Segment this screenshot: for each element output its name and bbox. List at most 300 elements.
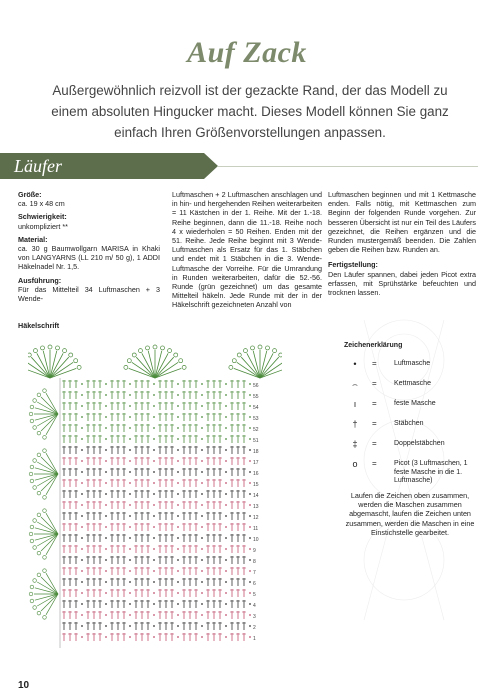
row-number: 51 (253, 438, 259, 444)
chain-mark (81, 405, 83, 407)
section-banner (0, 153, 204, 179)
row-number: 56 (253, 383, 259, 389)
picot-mark (37, 393, 41, 397)
row-number: 54 (253, 405, 259, 411)
chain-mark (177, 438, 179, 440)
chain-mark (81, 471, 83, 473)
chain-mark (249, 603, 251, 605)
chain-mark (153, 504, 155, 506)
chain-mark (177, 449, 179, 451)
chain-mark (153, 526, 155, 528)
chain-mark (81, 625, 83, 627)
instructions-continued: Luftmaschen + 2 Luftmaschen anschlagen und in hin- und hergehenden Reihen weiterarbeiten = 11 Kästchen in der 1. Reihe. Mit der 1.-18. Reihe beginnen, dann die 11.-18. Reihe noch 4 x wiederholen = 50 Reihen. Enden mit der 51. Reihe. Jede Reihe beginnt mit 3 Wende-Luftmaschen als Ersatz für das 1. Stäbchen und endet mit 1 Stäbchen in die 3. Wende-Luftmasche der Vorreihe. Für die Umrandung in Runden weiterarbeiten, dafür die 52.-56. Runde (grün gezeichnet) um das gesamte Mittelteil häkeln. Jede Runde mit der in der Häkelschrift gezeichneten Anzahl von (172, 190, 322, 310)
chain-mark (177, 460, 179, 462)
chain-mark (177, 471, 179, 473)
chain-mark (177, 614, 179, 616)
chain-mark (249, 493, 251, 495)
difficulty-heading: Schwierigkeit: (18, 212, 67, 222)
instructions-heading: Ausführung: (18, 275, 62, 285)
chain-mark (177, 493, 179, 495)
chain-mark (201, 416, 203, 418)
chain-mark (225, 405, 227, 407)
picot-mark (33, 399, 37, 403)
chain-mark (105, 570, 107, 572)
chain-mark (153, 438, 155, 440)
picot-mark (258, 345, 262, 349)
chain-mark (177, 636, 179, 638)
picot-mark (37, 551, 41, 555)
treble-crochet-icon: ‡ (352, 439, 358, 449)
row-number: 11 (253, 526, 259, 532)
chain-mark (153, 383, 155, 385)
chain-mark (153, 482, 155, 484)
picot-mark (77, 365, 81, 369)
chain-mark (105, 416, 107, 418)
chain-mark (201, 559, 203, 561)
chain-mark (225, 460, 227, 462)
chain-mark (81, 603, 83, 605)
chain-mark (249, 405, 251, 407)
chain-mark (225, 504, 227, 506)
chain-mark (129, 548, 131, 550)
chain-mark (177, 592, 179, 594)
row-number: 53 (253, 416, 259, 422)
chain-mark (129, 493, 131, 495)
row-number: 16 (253, 471, 259, 477)
chain-mark (249, 559, 251, 561)
chain-mark (129, 636, 131, 638)
chain-mark (153, 570, 155, 572)
chain-mark (225, 515, 227, 517)
row-number: 12 (253, 515, 259, 521)
chain-mark (177, 383, 179, 385)
size-value: ca. 19 x 48 cm (18, 199, 65, 209)
picot-mark (127, 359, 131, 363)
size-heading: Größe: (18, 190, 42, 199)
chain-mark (201, 570, 203, 572)
legend-item: † = Stäbchen (344, 419, 484, 439)
picot-mark (174, 353, 178, 357)
chain-mark (177, 482, 179, 484)
chain-mark (177, 515, 179, 517)
chain-mark (129, 438, 131, 440)
chain-mark (81, 526, 83, 528)
chain-mark (249, 570, 251, 572)
chain-mark (225, 636, 227, 638)
picot-mark (41, 346, 45, 350)
picot-mark (124, 365, 128, 369)
picot-icon: o (352, 459, 358, 469)
chain-mark (225, 526, 227, 528)
picot-mark (29, 532, 33, 536)
chain-mark (105, 548, 107, 550)
picot-mark (33, 606, 37, 610)
chain-mark (225, 449, 227, 451)
chain-mark (153, 581, 155, 583)
chain-mark (105, 460, 107, 462)
picot-mark (37, 573, 41, 577)
chain-mark (249, 504, 251, 506)
picot-mark (182, 365, 186, 369)
chain-mark (249, 592, 251, 594)
chain-mark (105, 526, 107, 528)
chain-mark (81, 636, 83, 638)
picot-mark (55, 346, 59, 350)
row-number: 18 (253, 449, 259, 455)
legend-item: ı = feste Masche (344, 399, 484, 419)
picot-mark (153, 345, 157, 349)
chain-mark (225, 482, 227, 484)
row-number: 14 (253, 493, 259, 499)
chain-mark (201, 482, 203, 484)
picot-mark (37, 611, 41, 615)
chain-mark (225, 394, 227, 396)
chain-mark (201, 449, 203, 451)
chain-mark (105, 493, 107, 495)
chain-mark (81, 416, 83, 418)
chain-mark (105, 504, 107, 506)
chain-mark (153, 460, 155, 462)
row-number: 10 (253, 537, 259, 543)
instructions-end: Luftmaschen beginnen und mit 1 Kettmasche enden. Falls nötig, mit Kettmaschen zum Beginn der folgenden Runde vorgehen. Zur besseren Übersicht ist nur ein Teil des Läufers gezeichnet, die Reihen ergänzen und die Runden mustergemäß beenden. Die Zahlen geben die Reihen bzw. Runden an. (328, 190, 476, 255)
chain-mark (81, 438, 83, 440)
legend-item: ⌢ = Kettmasche (344, 379, 484, 399)
chain-mark (129, 471, 131, 473)
chain-mark (201, 603, 203, 605)
chain-mark (201, 427, 203, 429)
chain-mark (105, 592, 107, 594)
picot-mark (28, 353, 31, 357)
picot-mark (74, 359, 78, 363)
picot-mark (33, 486, 37, 490)
chain-mark (129, 581, 131, 583)
fan-stitch (28, 368, 50, 378)
legend-item: ‡ = Doppelstäbchen (344, 439, 484, 459)
chain-mark (201, 405, 203, 407)
page-title: Auf Zack (187, 36, 307, 69)
row-number: 55 (253, 394, 259, 400)
chain-mark (153, 416, 155, 418)
chain-mark (249, 416, 251, 418)
picot-mark (168, 349, 172, 353)
picot-mark (33, 459, 37, 463)
chain-mark (249, 526, 251, 528)
picot-mark (30, 465, 34, 469)
chain-mark (225, 559, 227, 561)
row-number: 3 (253, 614, 256, 620)
chain-mark (105, 405, 107, 407)
row-number: 13 (253, 504, 259, 510)
picot-mark (43, 389, 47, 393)
picot-mark (30, 599, 34, 603)
chain-mark (81, 614, 83, 616)
chain-mark (225, 537, 227, 539)
picot-mark (43, 436, 47, 440)
picot-mark (179, 359, 183, 363)
chain-mark (249, 383, 251, 385)
picot-mark (273, 349, 277, 353)
chain-mark (153, 636, 155, 638)
picot-mark (229, 365, 233, 369)
picot-mark (243, 349, 247, 353)
chain-mark (129, 614, 131, 616)
chain-mark (129, 537, 131, 539)
chain-mark (249, 427, 251, 429)
page-number: 10 (18, 680, 30, 691)
chain-mark (129, 405, 131, 407)
chain-mark (225, 548, 227, 550)
picot-mark (43, 616, 47, 620)
chain-mark (129, 570, 131, 572)
row-number: 5 (253, 592, 256, 598)
legend-heading: Zeichenerklärung (344, 342, 403, 349)
row-number: 4 (253, 603, 256, 609)
intro-text: Außergewöhnlich reizvoll ist der gezackte Rand, der das Modell zu einem absoluten Hingucker macht. Dieses Modell können Sie ganz einfach Ihren Größenvorstellungen anpassen. (51, 83, 449, 140)
finishing-text: Den Läufer spannen, dabei jeden Picot extra erfassen, mit Sprühstärke befeuchten und trocknen lassen. (328, 269, 476, 298)
chain-mark (249, 636, 251, 638)
chain-mark (153, 394, 155, 396)
chain-stitch-icon: • (353, 359, 357, 369)
banner-divider (218, 166, 478, 167)
picot-mark (30, 585, 34, 589)
picot-mark (251, 346, 255, 350)
chain-mark (153, 614, 155, 616)
chain-mark (249, 460, 251, 462)
picot-mark (37, 431, 41, 435)
chain-mark (201, 383, 203, 385)
chain-mark (105, 449, 107, 451)
chain-mark (177, 537, 179, 539)
chain-mark (201, 526, 203, 528)
material-heading: Material: (18, 234, 48, 244)
chain-mark (81, 482, 83, 484)
picot-mark (30, 419, 34, 423)
row-number: 52 (253, 427, 259, 433)
chain-mark (105, 427, 107, 429)
picot-mark (33, 519, 37, 523)
chain-mark (225, 625, 227, 627)
chain-mark (105, 581, 107, 583)
chain-mark (201, 581, 203, 583)
chain-mark (249, 515, 251, 517)
chain-mark (129, 559, 131, 561)
chain-mark (201, 471, 203, 473)
chain-mark (249, 438, 251, 440)
chain-mark (105, 614, 107, 616)
chain-mark (249, 471, 251, 473)
picot-mark (160, 346, 164, 350)
chain-mark (225, 581, 227, 583)
difficulty-value: unkompliziert ** (18, 221, 68, 231)
picot-mark (33, 349, 37, 353)
chain-mark (81, 559, 83, 561)
picot-mark (33, 426, 37, 430)
picot-mark (69, 353, 73, 357)
chain-mark (177, 625, 179, 627)
chain-mark (81, 581, 83, 583)
chain-mark (177, 526, 179, 528)
picot-mark (146, 346, 150, 350)
chain-mark (105, 471, 107, 473)
chain-mark (249, 394, 251, 396)
picot-mark (29, 592, 33, 596)
chain-mark (225, 438, 227, 440)
chain-mark (129, 449, 131, 451)
picot-mark (43, 449, 47, 453)
chain-mark (105, 603, 107, 605)
chain-mark (201, 592, 203, 594)
chain-mark (153, 449, 155, 451)
chain-mark (225, 383, 227, 385)
picot-mark (232, 359, 236, 363)
double-crochet-icon: † (352, 419, 358, 429)
picot-mark (33, 546, 37, 550)
chain-mark (201, 493, 203, 495)
chain-mark (81, 515, 83, 517)
slip-stitch-icon: ⌢ (352, 379, 358, 389)
chain-mark (225, 570, 227, 572)
picot-mark (43, 556, 47, 560)
chain-mark (153, 405, 155, 407)
section-title: Läufer (14, 156, 63, 176)
finishing-heading: Fertigstellung: (328, 260, 378, 270)
picot-mark (63, 349, 67, 353)
chain-mark (105, 537, 107, 539)
picot-mark (29, 412, 33, 416)
row-number: 1 (253, 636, 256, 642)
chain-mark (81, 460, 83, 462)
chain-mark (177, 548, 179, 550)
picot-mark (132, 353, 136, 357)
chain-mark (177, 427, 179, 429)
row-number: 17 (253, 460, 259, 466)
chain-mark (249, 625, 251, 627)
chain-mark (81, 394, 83, 396)
picot-mark (29, 472, 33, 476)
chain-mark (153, 493, 155, 495)
chain-mark (249, 482, 251, 484)
picot-mark (37, 513, 41, 517)
chain-mark (129, 504, 131, 506)
picot-mark (265, 346, 269, 350)
text-column-3 (328, 190, 476, 301)
chain-mark (129, 526, 131, 528)
row-number: 15 (253, 482, 259, 488)
chain-mark (225, 592, 227, 594)
chain-mark (81, 570, 83, 572)
chain-mark (225, 603, 227, 605)
picot-mark (43, 509, 47, 513)
chain-mark (105, 636, 107, 638)
chain-mark (249, 548, 251, 550)
chain-mark (225, 416, 227, 418)
chain-mark (105, 383, 107, 385)
text-column-1 (18, 190, 160, 307)
row-number: 7 (253, 570, 256, 576)
chain-mark (177, 559, 179, 561)
chain-mark (225, 493, 227, 495)
legend-item: o = Picot (3 Luftmaschen, 1 feste Masche in die 1. Luftmasche) (344, 459, 484, 493)
picot-mark (48, 345, 52, 349)
chain-mark (201, 438, 203, 440)
chain-mark (201, 625, 203, 627)
picot-mark (237, 353, 241, 357)
chain-mark (177, 504, 179, 506)
chain-mark (129, 515, 131, 517)
chain-mark (177, 405, 179, 407)
chain-mark (81, 592, 83, 594)
fan-stitch (260, 368, 282, 378)
chain-mark (153, 537, 155, 539)
chain-mark (129, 603, 131, 605)
picot-mark (37, 453, 41, 457)
chain-mark (201, 504, 203, 506)
chain-mark (249, 614, 251, 616)
chain-mark (225, 614, 227, 616)
chain-mark (81, 493, 83, 495)
chain-mark (201, 460, 203, 462)
chain-mark (153, 603, 155, 605)
chain-mark (105, 482, 107, 484)
row-number: 9 (253, 548, 256, 554)
chain-mark (153, 427, 155, 429)
chain-mark (153, 559, 155, 561)
picot-mark (138, 349, 142, 353)
chain-mark (105, 625, 107, 627)
row-number: 2 (253, 625, 256, 631)
chain-mark (129, 394, 131, 396)
chain-mark (81, 383, 83, 385)
picot-mark (279, 353, 282, 357)
instructions-start: Für das Mittelteil 34 Luftmaschen + 3 Wende- (18, 284, 160, 304)
chain-mark (177, 570, 179, 572)
chain-mark (129, 427, 131, 429)
chain-mark (201, 636, 203, 638)
chain-mark (129, 625, 131, 627)
picot-mark (43, 496, 47, 500)
chain-mark (201, 614, 203, 616)
chain-mark (129, 482, 131, 484)
picot-mark (43, 569, 47, 573)
chain-mark (129, 592, 131, 594)
row-number: 8 (253, 559, 256, 565)
chain-mark (105, 515, 107, 517)
chain-mark (153, 515, 155, 517)
chain-mark (201, 394, 203, 396)
chain-mark (249, 581, 251, 583)
legend-item: • = Luftmasche (344, 359, 484, 379)
chain-mark (129, 460, 131, 462)
picot-mark (33, 579, 37, 583)
chain-mark (105, 438, 107, 440)
chain-mark (201, 537, 203, 539)
picot-mark (30, 539, 34, 543)
chain-mark (225, 471, 227, 473)
chain-mark (81, 548, 83, 550)
single-crochet-icon: ı (353, 399, 357, 409)
chain-mark (81, 427, 83, 429)
chain-mark (129, 383, 131, 385)
picot-mark (37, 491, 41, 495)
chain-mark (81, 449, 83, 451)
chain-mark (225, 427, 227, 429)
row-number: 6 (253, 581, 256, 587)
chain-mark (105, 559, 107, 561)
chain-mark (201, 515, 203, 517)
chain-mark (201, 548, 203, 550)
chain-mark (81, 537, 83, 539)
material-value: ca. 30 g Baumwollgarn MARISA in Khaki von LANGYARNS (LL 210 m/ 50 g), 1 ADDI Häkelnadel Nr. 1,5. (18, 244, 160, 272)
